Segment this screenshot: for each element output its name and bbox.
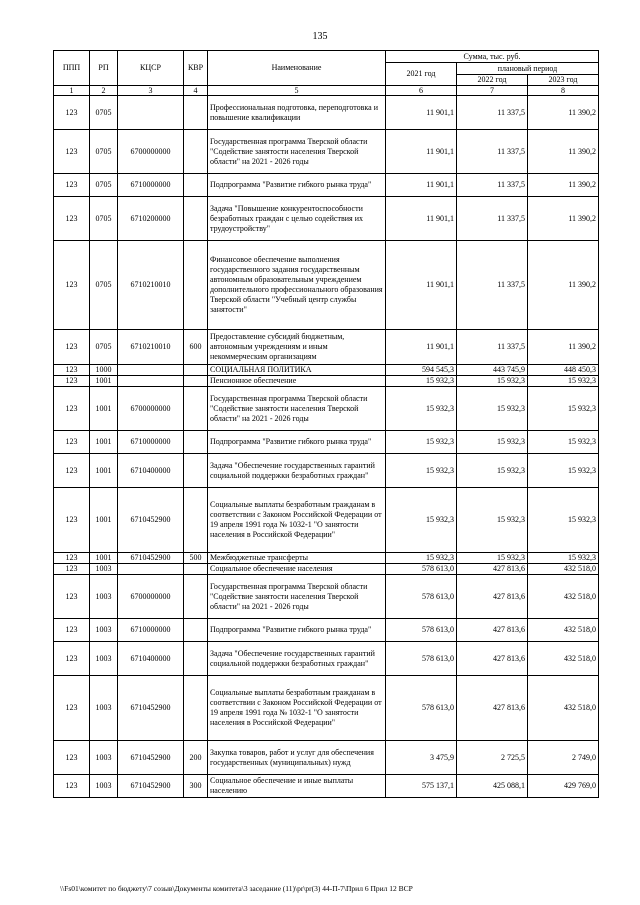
cell-name: Государственная программа Тверской области "Содействие занятости населения Тверской области" на 2021 - 2026 годы xyxy=(208,575,386,619)
cell-rp: 1003 xyxy=(90,575,118,619)
cell-v2023: 11 390,2 xyxy=(528,197,599,241)
cell-kvr xyxy=(184,575,208,619)
table-row xyxy=(54,488,599,553)
column-number: 1 xyxy=(54,86,90,96)
cell-kvr: 500 xyxy=(184,553,208,564)
table-row xyxy=(54,553,599,564)
cell-v2022: 11 337,5 xyxy=(457,130,528,174)
cell-rp: 1003 xyxy=(90,619,118,642)
cell-v2022: 11 337,5 xyxy=(457,96,528,130)
cell-name: Предоставление субсидий бюджетным, автономным учреждениям и иным некоммерческим организациям xyxy=(208,330,386,365)
table-row xyxy=(54,619,599,642)
cell-kvr xyxy=(184,488,208,553)
cell-v2023: 15 932,3 xyxy=(528,376,599,387)
cell-kvr xyxy=(184,365,208,376)
cell-ppp: 123 xyxy=(54,197,90,241)
cell-kcsr: 6700000000 xyxy=(118,575,184,619)
budget-table xyxy=(53,50,599,798)
cell-kvr xyxy=(184,619,208,642)
table-row xyxy=(54,96,599,130)
cell-kcsr xyxy=(118,365,184,376)
cell-name: Подпрограмма "Развитие гибкого рынка труда" xyxy=(208,619,386,642)
cell-v2022: 15 932,3 xyxy=(457,431,528,454)
cell-kvr xyxy=(184,130,208,174)
cell-rp: 1003 xyxy=(90,676,118,741)
cell-v2023: 15 932,3 xyxy=(528,431,599,454)
cell-v2021: 11 901,1 xyxy=(386,130,457,174)
cell-v2023: 11 390,2 xyxy=(528,241,599,330)
table-row xyxy=(54,575,599,619)
cell-kvr: 200 xyxy=(184,741,208,775)
cell-ppp: 123 xyxy=(54,676,90,741)
cell-ppp: 123 xyxy=(54,96,90,130)
cell-name: Государственная программа Тверской области "Содействие занятости населения Тверской области" на 2021 - 2026 годы xyxy=(208,387,386,431)
cell-rp: 1001 xyxy=(90,454,118,488)
table-row xyxy=(54,174,599,197)
cell-v2021: 578 613,0 xyxy=(386,575,457,619)
cell-kvr xyxy=(184,197,208,241)
cell-v2023: 432 518,0 xyxy=(528,676,599,741)
cell-v2023: 15 932,3 xyxy=(528,454,599,488)
cell-v2023: 432 518,0 xyxy=(528,642,599,676)
cell-v2022: 2 725,5 xyxy=(457,741,528,775)
cell-v2022: 15 932,3 xyxy=(457,488,528,553)
cell-kvr xyxy=(184,564,208,575)
header-2022: 2022 год xyxy=(457,75,528,86)
cell-rp: 1003 xyxy=(90,775,118,798)
cell-kvr: 300 xyxy=(184,775,208,798)
cell-kvr xyxy=(184,96,208,130)
cell-name: Государственная программа Тверской области "Содействие занятости населения Тверской области" на 2021 - 2026 годы xyxy=(208,130,386,174)
cell-v2022: 425 088,1 xyxy=(457,775,528,798)
column-number: 6 xyxy=(386,86,457,96)
cell-name: Социальное обеспечение и иные выплаты населению xyxy=(208,775,386,798)
cell-v2021: 11 901,1 xyxy=(386,96,457,130)
header-ppp: ППП xyxy=(54,51,90,86)
cell-kvr xyxy=(184,676,208,741)
cell-v2021: 578 613,0 xyxy=(386,642,457,676)
cell-ppp: 123 xyxy=(54,553,90,564)
cell-ppp: 123 xyxy=(54,174,90,197)
cell-v2021: 15 932,3 xyxy=(386,553,457,564)
cell-ppp: 123 xyxy=(54,454,90,488)
page-number: 135 xyxy=(312,31,328,42)
header-sum: Сумма, тыс. руб. xyxy=(386,51,599,63)
cell-v2023: 11 390,2 xyxy=(528,330,599,365)
cell-v2022: 11 337,5 xyxy=(457,197,528,241)
cell-v2023: 15 932,3 xyxy=(528,488,599,553)
cell-kcsr: 6710452900 xyxy=(118,741,184,775)
cell-kcsr: 6710400000 xyxy=(118,454,184,488)
cell-name: Закупка товаров, работ и услуг для обеспечения государственных (муниципальных) нужд xyxy=(208,741,386,775)
cell-rp: 0705 xyxy=(90,96,118,130)
cell-rp: 1001 xyxy=(90,488,118,553)
cell-kcsr: 6710452900 xyxy=(118,553,184,564)
cell-rp: 1001 xyxy=(90,387,118,431)
cell-name: Межбюджетные трансферты xyxy=(208,553,386,564)
cell-v2021: 578 613,0 xyxy=(386,619,457,642)
cell-v2021: 594 545,3 xyxy=(386,365,457,376)
cell-name: Социальные выплаты безработным гражданам в соответствии с Законом Российской Федерации от 19 апреля 1991 года № 1032-1 "О занятости населения в Российской Федерации" xyxy=(208,676,386,741)
cell-rp: 0705 xyxy=(90,330,118,365)
cell-rp: 1001 xyxy=(90,553,118,564)
cell-v2021: 15 932,3 xyxy=(386,431,457,454)
cell-v2021: 15 932,3 xyxy=(386,488,457,553)
cell-v2023: 15 932,3 xyxy=(528,553,599,564)
cell-v2021: 578 613,0 xyxy=(386,564,457,575)
cell-rp: 0705 xyxy=(90,241,118,330)
cell-rp: 0705 xyxy=(90,197,118,241)
column-number: 8 xyxy=(528,86,599,96)
cell-ppp: 123 xyxy=(54,376,90,387)
cell-name: Профессиональная подготовка, переподготовка и повышение квалификации xyxy=(208,96,386,130)
cell-name: Финансовое обеспечение выполнения государственного задания государственным автономным образовательным учреждением дополнительного профессионального образования Тверской области "Учебный центр службы занятости" xyxy=(208,241,386,330)
table-row xyxy=(54,564,599,575)
cell-ppp: 123 xyxy=(54,387,90,431)
cell-v2022: 15 932,3 xyxy=(457,387,528,431)
cell-rp: 1003 xyxy=(90,741,118,775)
cell-name: Задача "Повышение конкурентоспособности безработных граждан с целью содействия их трудоустройству" xyxy=(208,197,386,241)
cell-kcsr: 6710400000 xyxy=(118,642,184,676)
cell-kvr xyxy=(184,241,208,330)
cell-rp: 1003 xyxy=(90,642,118,676)
cell-kvr xyxy=(184,174,208,197)
cell-kcsr: 6710000000 xyxy=(118,431,184,454)
cell-v2022: 11 337,5 xyxy=(457,241,528,330)
cell-ppp: 123 xyxy=(54,575,90,619)
cell-kvr xyxy=(184,431,208,454)
cell-kcsr: 6710210010 xyxy=(118,241,184,330)
cell-ppp: 123 xyxy=(54,488,90,553)
cell-v2022: 427 813,6 xyxy=(457,619,528,642)
cell-v2023: 11 390,2 xyxy=(528,130,599,174)
cell-ppp: 123 xyxy=(54,564,90,575)
cell-kcsr: 6710452900 xyxy=(118,488,184,553)
cell-rp: 1000 xyxy=(90,365,118,376)
cell-kvr xyxy=(184,387,208,431)
table-row xyxy=(54,454,599,488)
header-kcsr: КЦСР xyxy=(118,51,184,86)
cell-v2021: 11 901,1 xyxy=(386,241,457,330)
table-row xyxy=(54,741,599,775)
cell-name: Задача "Обеспечение государственных гарантий социальной поддержки безработных граждан" xyxy=(208,642,386,676)
table-row xyxy=(54,775,599,798)
cell-ppp: 123 xyxy=(54,619,90,642)
table-row xyxy=(54,431,599,454)
cell-kvr xyxy=(184,642,208,676)
cell-v2021: 578 613,0 xyxy=(386,676,457,741)
cell-kcsr: 6700000000 xyxy=(118,130,184,174)
cell-ppp: 123 xyxy=(54,130,90,174)
column-number: 7 xyxy=(457,86,528,96)
column-number: 4 xyxy=(184,86,208,96)
cell-v2021: 11 901,1 xyxy=(386,197,457,241)
table-row xyxy=(54,330,599,365)
cell-ppp: 123 xyxy=(54,642,90,676)
cell-v2023: 432 518,0 xyxy=(528,564,599,575)
table-row xyxy=(54,676,599,741)
cell-rp: 0705 xyxy=(90,130,118,174)
cell-name: Социальное обеспечение населения xyxy=(208,564,386,575)
cell-v2022: 15 932,3 xyxy=(457,376,528,387)
cell-v2021: 575 137,1 xyxy=(386,775,457,798)
cell-kcsr: 6700000000 xyxy=(118,387,184,431)
cell-ppp: 123 xyxy=(54,431,90,454)
column-number: 5 xyxy=(208,86,386,96)
cell-kvr xyxy=(184,376,208,387)
cell-v2023: 2 749,0 xyxy=(528,741,599,775)
cell-ppp: 123 xyxy=(54,365,90,376)
column-number: 2 xyxy=(90,86,118,96)
table-row xyxy=(54,197,599,241)
cell-kcsr xyxy=(118,96,184,130)
column-number-row xyxy=(54,86,599,96)
cell-v2022: 427 813,6 xyxy=(457,676,528,741)
cell-kvr: 600 xyxy=(184,330,208,365)
cell-v2023: 11 390,2 xyxy=(528,96,599,130)
cell-v2022: 15 932,3 xyxy=(457,553,528,564)
table-row xyxy=(54,130,599,174)
table-row xyxy=(54,376,599,387)
header-2021: 2021 год xyxy=(386,63,457,86)
header-kvr: КВР xyxy=(184,51,208,86)
cell-kvr xyxy=(184,454,208,488)
header-2023: 2023 год xyxy=(528,75,599,86)
cell-v2022: 11 337,5 xyxy=(457,174,528,197)
cell-kcsr: 6710452900 xyxy=(118,775,184,798)
cell-name: Задача "Обеспечение государственных гарантий социальной поддержки безработных граждан" xyxy=(208,454,386,488)
cell-kcsr: 6710000000 xyxy=(118,174,184,197)
cell-name: Социальные выплаты безработным гражданам в соответствии с Законом Российской Федерации от 19 апреля 1991 года № 1032-1 "О занятости населения в Российской Федерации" xyxy=(208,488,386,553)
cell-name: Пенсионное обеспечение xyxy=(208,376,386,387)
cell-v2023: 432 518,0 xyxy=(528,619,599,642)
table-row xyxy=(54,642,599,676)
table-row xyxy=(54,241,599,330)
cell-rp: 1001 xyxy=(90,431,118,454)
table-row xyxy=(54,387,599,431)
cell-kcsr xyxy=(118,564,184,575)
cell-v2022: 15 932,3 xyxy=(457,454,528,488)
cell-v2022: 427 813,6 xyxy=(457,564,528,575)
cell-rp: 1001 xyxy=(90,376,118,387)
cell-kcsr: 6710200000 xyxy=(118,197,184,241)
cell-v2023: 11 390,2 xyxy=(528,174,599,197)
cell-ppp: 123 xyxy=(54,775,90,798)
cell-v2023: 15 932,3 xyxy=(528,387,599,431)
cell-v2021: 15 932,3 xyxy=(386,376,457,387)
cell-v2022: 443 745,9 xyxy=(457,365,528,376)
cell-kcsr: 6710000000 xyxy=(118,619,184,642)
cell-ppp: 123 xyxy=(54,741,90,775)
table-row xyxy=(54,365,599,376)
header-rp: РП xyxy=(90,51,118,86)
cell-v2021: 15 932,3 xyxy=(386,454,457,488)
cell-kcsr xyxy=(118,376,184,387)
cell-v2022: 427 813,6 xyxy=(457,575,528,619)
header-planned-period: плановый период xyxy=(457,63,599,75)
cell-v2021: 15 932,3 xyxy=(386,387,457,431)
cell-ppp: 123 xyxy=(54,330,90,365)
cell-kcsr: 6710210010 xyxy=(118,330,184,365)
cell-v2021: 11 901,1 xyxy=(386,174,457,197)
cell-v2022: 427 813,6 xyxy=(457,642,528,676)
cell-v2021: 3 475,9 xyxy=(386,741,457,775)
cell-ppp: 123 xyxy=(54,241,90,330)
cell-name: СОЦИАЛЬНАЯ ПОЛИТИКА xyxy=(208,365,386,376)
file-path-footer: \\Fs01\комитет по бюджету\7 созыв\Документы комитета\3 заседание (11)\pr\pr(3) 44-П-7\Прил 6 Прил 12 ВСР xyxy=(60,884,413,893)
cell-v2023: 448 450,3 xyxy=(528,365,599,376)
cell-rp: 1003 xyxy=(90,564,118,575)
cell-v2023: 429 769,0 xyxy=(528,775,599,798)
header-name: Наименование xyxy=(208,51,386,86)
cell-name: Подпрограмма "Развитие гибкого рынка труда" xyxy=(208,174,386,197)
cell-kcsr: 6710452900 xyxy=(118,676,184,741)
cell-v2023: 432 518,0 xyxy=(528,575,599,619)
cell-v2021: 11 901,1 xyxy=(386,330,457,365)
column-number: 3 xyxy=(118,86,184,96)
cell-v2022: 11 337,5 xyxy=(457,330,528,365)
cell-name: Подпрограмма "Развитие гибкого рынка труда" xyxy=(208,431,386,454)
cell-rp: 0705 xyxy=(90,174,118,197)
